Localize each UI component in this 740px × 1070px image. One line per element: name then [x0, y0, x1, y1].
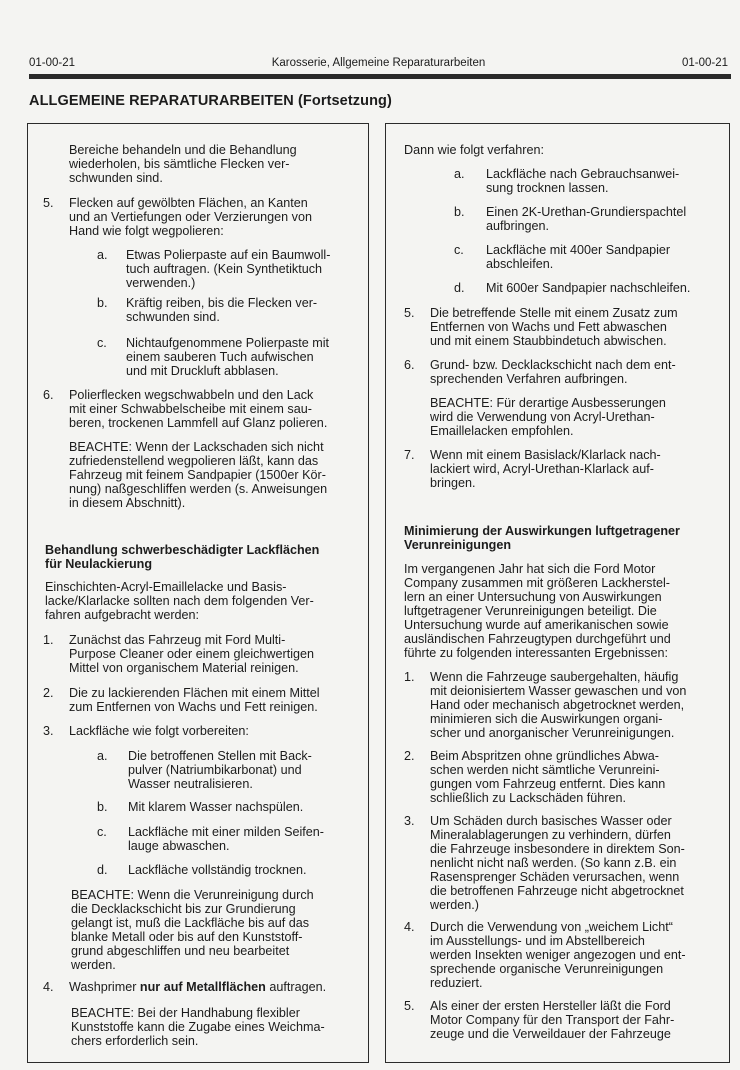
sub-item-text: Einen 2K-Urethan-Grundierspachtel aufbringen. — [486, 205, 687, 233]
step-4-text — [69, 980, 326, 994]
section-heading: Behandlung schwerbeschädigter Lackflächen für Neulackierung — [45, 543, 320, 571]
finding-number: 1. — [404, 670, 415, 684]
sub-item-text: Nichtaufgenommene Polierpaste mit einem sauberen Tuch aufwischen und mit Druckluft abblasen. — [126, 336, 330, 378]
step-4-pre: Washprimer — [69, 980, 140, 994]
step-text: Grund- bzw. Decklackschicht nach dem ent- sprechenden Verfahren aufbringen. — [430, 358, 676, 386]
sub-letter: b. — [97, 800, 108, 814]
sub-letter: a. — [454, 167, 465, 181]
step-text: Lackfläche wie folgt vorbereiten: — [69, 724, 249, 738]
step-number: 3. — [43, 724, 54, 738]
sub-item-text: Lackfläche vollständig trocknen. — [128, 863, 307, 877]
section-heading: Minimierung der Auswirkungen luftgetragener Verunreinigungen — [404, 524, 680, 552]
sub-item-text: Lackfläche mit einer milden Seifen- lauge abwaschen. — [128, 825, 324, 853]
section-title: ALLGEMEINE REPARATURARBEITEN (Fortsetzung) — [29, 93, 392, 109]
section-intro: Einschichten-Acryl-Emaillelacke und Basis- lacke/Klarlacke sollten nach dem folgenden Ver- fahren aufgebracht werden: — [45, 580, 314, 622]
left-column-box — [27, 123, 369, 1063]
sub-letter: d. — [97, 863, 108, 877]
finding-number: 2. — [404, 749, 415, 763]
sub-letter: d. — [454, 281, 465, 295]
step-number: 7. — [404, 448, 415, 462]
page-header — [29, 57, 728, 73]
step-number: 5. — [404, 306, 415, 320]
sub-item-text: Mit 600er Sandpapier nachschleifen. — [486, 281, 691, 295]
finding-text: Um Schäden durch basisches Wasser oder Mineralablagerungen zu verhindern, dürfen die Fahrzeuge insbesondere in direktem Son- nenlicht nicht naß werden. (So kann z.B. ein Rasensprenger Schäden verursachen, wenn die betroffenen Fahrzeuge nicht abgetrocknet werden.) — [430, 814, 685, 912]
item-number: 6. — [43, 388, 54, 402]
sub-letter: c. — [454, 243, 464, 257]
finding-number: 4. — [404, 920, 415, 934]
item-6-note: BEACHTE: Wenn der Lackschaden sich nicht zufriedenstellend wegpolieren läßt, kann das Fahrzeug mit feinem Sandpapier (1500er Kör- nung) naßgeschliffen werden (s. Anweisungen in diesem Abschnitt). — [69, 440, 328, 510]
step-3-note: BEACHTE: Wenn die Verunreinigung durch die Decklackschicht bis zur Grundierung gelangt ist, muß die Lackfläche bis auf das blanke Metall oder bis auf den Kunststoff- grund abgeschliffen und neu bearbeitet werden. — [71, 888, 314, 972]
step-number: 1. — [43, 633, 54, 647]
step-number: 6. — [404, 358, 415, 372]
right-intro: Dann wie folgt verfahren: — [404, 143, 545, 157]
right-column-box — [385, 123, 730, 1063]
finding-text: Durch die Verwendung von „weichem Licht“ im Ausstellungs- und im Abstellbereich werden Insekten weniger angezogen und ent- sprechende organische Verunreinigungen reduziert. — [430, 920, 686, 990]
sub-item-text: Mit klarem Wasser nachspülen. — [128, 800, 304, 814]
sub-item-text: Kräftig reiben, bis die Flecken ver- schwunden sind. — [126, 296, 318, 324]
sub-letter: a. — [97, 248, 108, 262]
step-text: Zunächst das Fahrzeug mit Ford Multi- Purpose Cleaner oder einem gleichwertigen Mittel von organischem Material reinigen. — [69, 633, 315, 675]
finding-text: Wenn die Fahrzeuge saubergehalten, häufig mit deionisiertem Wasser gewaschen und von Hand oder mechanisch abgetrocknet werden, minimieren sich die Auswirkungen organi- scher und anorganischer Verunreinigungen. — [430, 670, 687, 740]
item-5-text: Flecken auf gewölbten Flächen, an Kanten und an Vertiefungen oder Verzierungen von Hand wie folgt wegpolieren: — [69, 196, 312, 238]
finding-text: Als einer der ersten Hersteller läßt die Ford Motor Company für den Transport der Fahr- zeuge und die Verweildauer der Fahrzeuge — [430, 999, 675, 1041]
step-text: Wenn mit einem Basislack/Klarlack nach- lackiert wird, Acryl-Urethan-Klarlack auf- bringen. — [430, 448, 661, 490]
step-4-bold: nur auf Metallflächen — [139, 980, 266, 994]
page-code-right: 01-00-21 — [681, 57, 728, 69]
item-6-text: Polierflecken wegschwabbeln und den Lack mit einer Schwabbelscheibe mit einem sau- beren, trockenen Lammfell auf Glanz polieren. — [69, 388, 328, 430]
page-code-left: 01-00-21 — [29, 57, 76, 69]
step-4-note: BEACHTE: Bei der Handhabung flexibler Kunststoffe kann die Zugabe eines Weichma- chers erforderlich sein. — [71, 1006, 325, 1048]
item-number: 5. — [43, 196, 54, 210]
finding-text: Beim Abspritzen ohne gründliches Abwa- schen werden nicht sämtliche Verunreini- gungen vom Fahrzeug entfernt. Dies kann schließlich zu Lackschäden führen. — [430, 749, 666, 805]
finding-number: 5. — [404, 999, 415, 1013]
sub-letter: c. — [97, 336, 107, 350]
sub-item-text: Etwas Polierpaste auf ein Baumwoll- tuch auftragen. (Kein Synthetiktuch verwenden.) — [126, 248, 331, 290]
step-6-note: BEACHTE: Für derartige Ausbesserungen wird die Verwendung von Acryl-Urethan- Emaillelacken empfohlen. — [430, 396, 666, 438]
step-text: Die zu lackierenden Flächen mit einem Mittel zum Entfernen von Wachs und Fett reinigen. — [69, 686, 320, 714]
step-number: 4. — [43, 980, 54, 994]
finding-number: 3. — [404, 814, 415, 828]
sub-item-text: Lackfläche mit 400er Sandpapier abschleifen. — [486, 243, 671, 271]
sub-item-text: Die betroffenen Stellen mit Back- pulver (Natriumbikarbonat) und Wasser neutralisieren. — [128, 749, 312, 791]
page-header-title: Karosserie, Allgemeine Reparaturarbeiten — [271, 57, 486, 69]
sub-letter: c. — [97, 825, 107, 839]
step-text: Die betreffende Stelle mit einem Zusatz zum Entfernen von Wachs und Fett abwaschen und mit einem Staubbindetuch abwischen. — [430, 306, 678, 348]
sub-item-text: Lackfläche nach Gebrauchsanwei- sung trocknen lassen. — [486, 167, 680, 195]
step-number: 2. — [43, 686, 54, 700]
sub-letter: b. — [97, 296, 108, 310]
sub-letter: a. — [97, 749, 108, 763]
left-intro: Bereiche behandeln und die Behandlung wiederholen, bis sämtliche Flecken ver- schwunden sind. — [69, 143, 297, 185]
section-paragraph: Im vergangenen Jahr hat sich die Ford Motor Company zusammen mit größeren Lackherstel- lern an einer Untersuchung von Auswirkungen luftgetragener Verunreinigungen beteiligt. Die Untersuchung wurde auf amerikanischen sowie ausländischen Fahrzeugtypen durchgeführt und führte zu folgenden interessanten Ergebnissen: — [404, 562, 671, 660]
header-rule — [29, 74, 731, 79]
sub-letter: b. — [454, 205, 465, 219]
step-4-post: auftragen. — [265, 980, 327, 994]
